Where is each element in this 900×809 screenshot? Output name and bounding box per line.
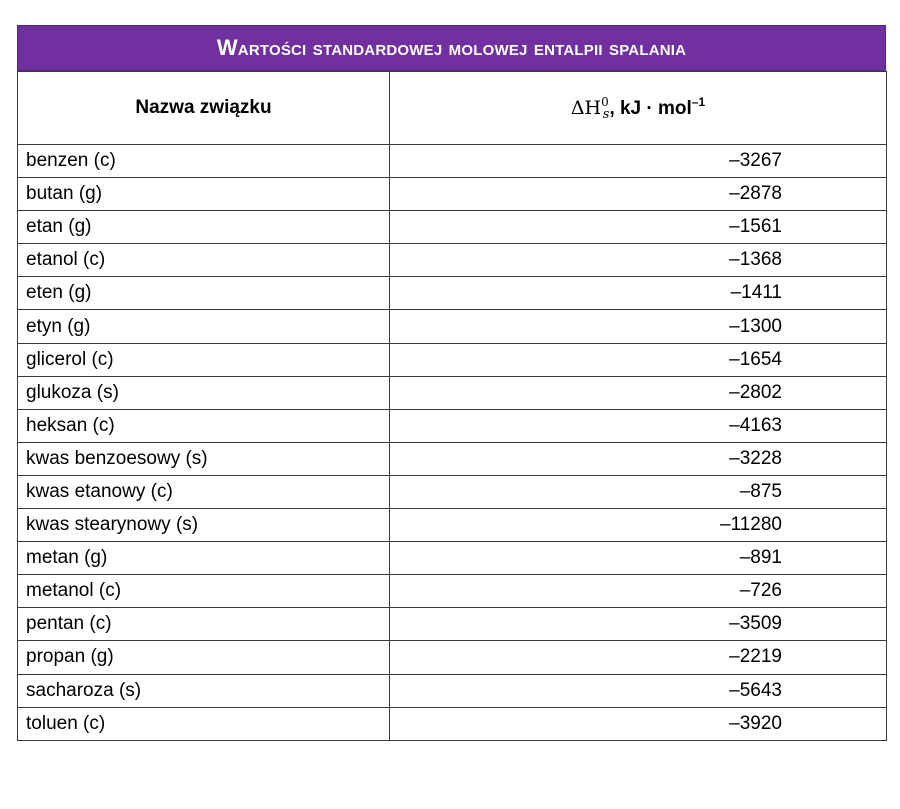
table-row xyxy=(18,244,887,277)
enthalpy-table-container xyxy=(17,25,886,741)
table-row xyxy=(18,310,887,343)
table-row xyxy=(18,211,887,244)
table-row xyxy=(18,707,887,740)
table-row xyxy=(18,178,887,211)
compound-name-cell: toluen (c) xyxy=(18,707,390,740)
enthalpy-value-cell: –5643 xyxy=(390,674,887,707)
table-row xyxy=(18,608,887,641)
compound-name-cell: pentan (c) xyxy=(18,608,390,641)
table-row xyxy=(18,575,887,608)
compound-name-cell: kwas benzoesowy (s) xyxy=(18,442,390,475)
compound-name-cell: eten (g) xyxy=(18,277,390,310)
enthalpy-value-cell: –11280 xyxy=(390,509,887,542)
compound-name-cell: kwas stearynowy (s) xyxy=(18,509,390,542)
table-row xyxy=(18,145,887,178)
table-row xyxy=(18,376,887,409)
header-unit: , kJ · mol xyxy=(609,97,692,119)
header-compound-name: Nazwa związku xyxy=(18,72,390,145)
enthalpy-value-cell: –3267 xyxy=(390,145,887,178)
enthalpy-value-cell: –1368 xyxy=(390,244,887,277)
enthalpy-value-cell: –891 xyxy=(390,542,887,575)
header-symbol: ΔH xyxy=(570,96,602,119)
table-row xyxy=(18,509,887,542)
enthalpy-table xyxy=(17,71,887,741)
table-title: Wartości standardowej molowej entalpii spalania xyxy=(17,25,886,71)
table-row xyxy=(18,409,887,442)
table-row xyxy=(18,542,887,575)
compound-name-cell: benzen (c) xyxy=(18,145,390,178)
enthalpy-value-cell: –3920 xyxy=(390,707,887,740)
compound-name-cell: etyn (g) xyxy=(18,310,390,343)
enthalpy-value-cell: –3509 xyxy=(390,608,887,641)
enthalpy-value-cell: –1300 xyxy=(390,310,887,343)
table-header-row xyxy=(18,72,887,145)
header-subscript: s xyxy=(602,106,610,122)
compound-name-cell: glicerol (c) xyxy=(18,343,390,376)
enthalpy-value-cell: –1411 xyxy=(390,277,887,310)
table-row xyxy=(18,442,887,475)
compound-name-cell: glukoza (s) xyxy=(18,376,390,409)
header-superscript: 0 xyxy=(601,94,609,109)
compound-name-cell: sacharoza (s) xyxy=(18,674,390,707)
enthalpy-value-cell: –3228 xyxy=(390,442,887,475)
table-row xyxy=(18,475,887,508)
compound-name-cell: butan (g) xyxy=(18,178,390,211)
compound-name-cell: metanol (c) xyxy=(18,575,390,608)
header-enthalpy-value xyxy=(390,72,887,145)
header-unit-exponent: –1 xyxy=(691,94,706,109)
compound-name-cell: metan (g) xyxy=(18,542,390,575)
compound-name-cell: heksan (c) xyxy=(18,409,390,442)
compound-name-cell: etanol (c) xyxy=(18,244,390,277)
enthalpy-value-cell: –875 xyxy=(390,475,887,508)
compound-name-cell: etan (g) xyxy=(18,211,390,244)
enthalpy-value-cell: –1561 xyxy=(390,211,887,244)
enthalpy-value-cell: –1654 xyxy=(390,343,887,376)
enthalpy-value-cell: –4163 xyxy=(390,409,887,442)
enthalpy-value-cell: –726 xyxy=(390,575,887,608)
table-row xyxy=(18,674,887,707)
enthalpy-value-cell: –2219 xyxy=(390,641,887,674)
enthalpy-value-cell: –2878 xyxy=(390,178,887,211)
compound-name-cell: kwas etanowy (c) xyxy=(18,475,390,508)
table-row xyxy=(18,343,887,376)
table-row xyxy=(18,641,887,674)
enthalpy-value-cell: –2802 xyxy=(390,376,887,409)
compound-name-cell: propan (g) xyxy=(18,641,390,674)
table-row xyxy=(18,277,887,310)
